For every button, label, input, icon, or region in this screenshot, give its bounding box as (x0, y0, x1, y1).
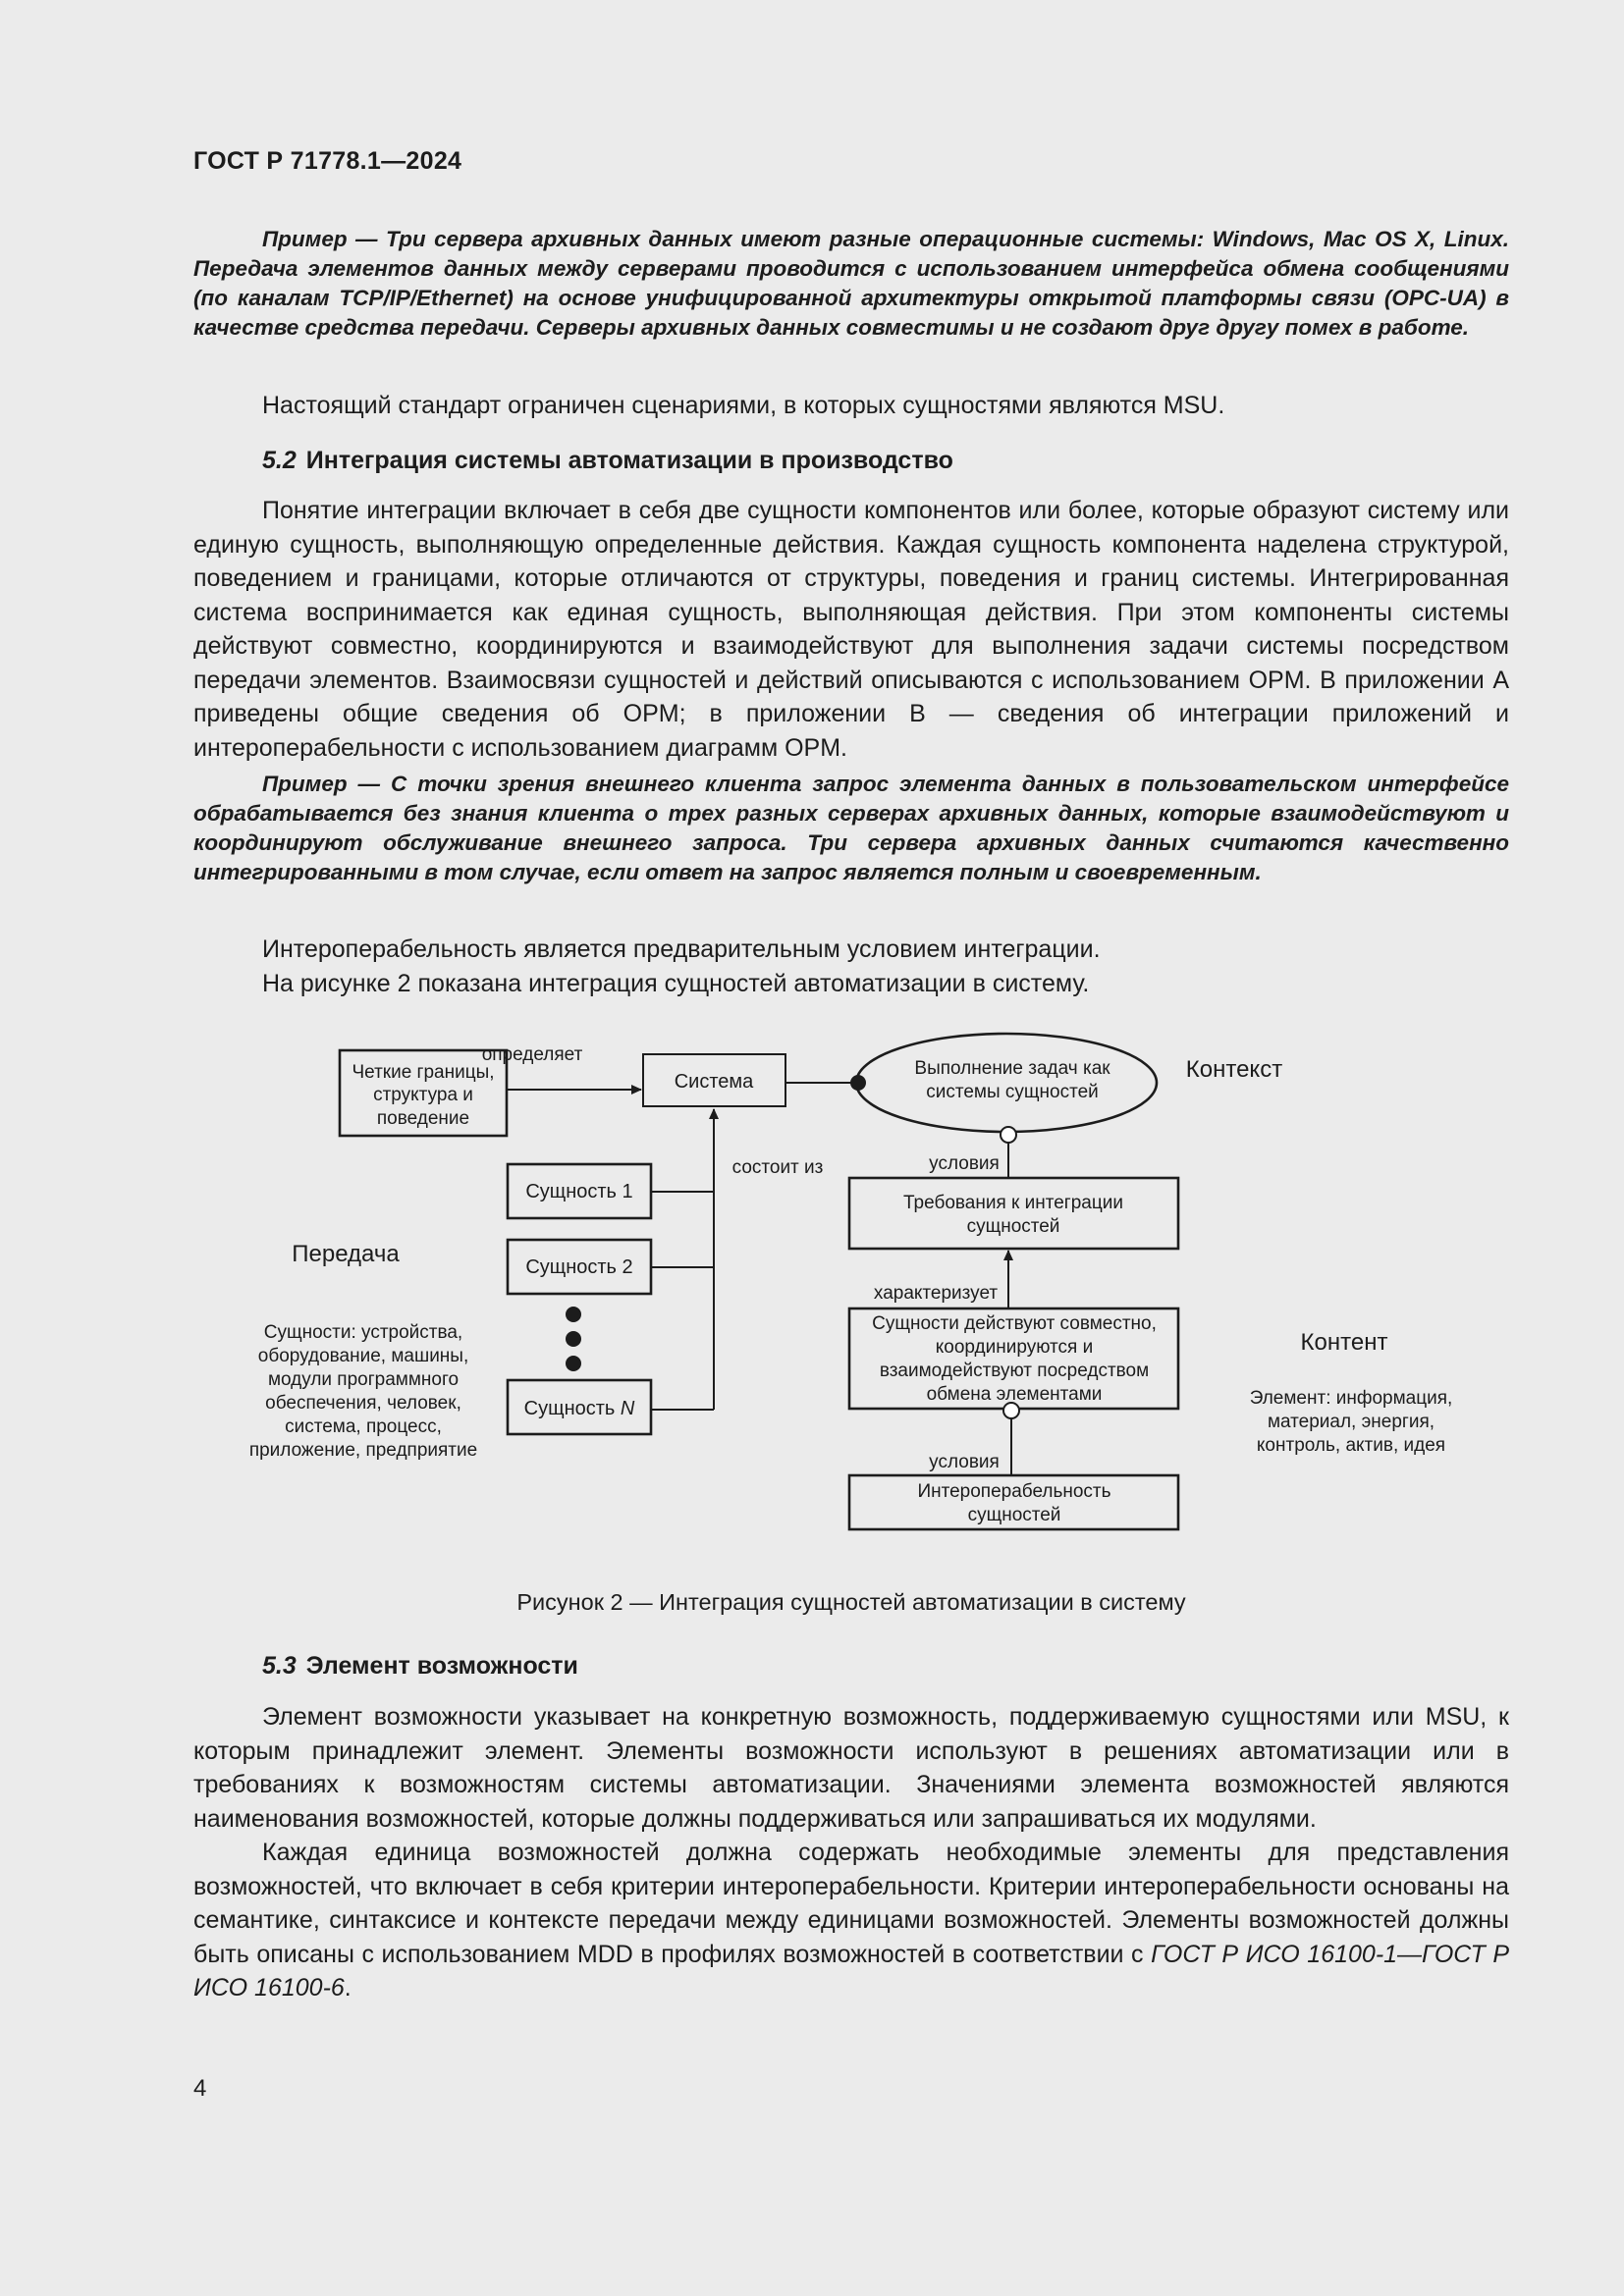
requirements-label: Требования к интеграции (903, 1193, 1123, 1213)
entities-desc: Сущности: устройства, (263, 1322, 463, 1343)
element-desc: контроль, актив, идея (1256, 1435, 1446, 1456)
entity-1-label: Сущность 1 (525, 1181, 633, 1202)
connector-circle (1003, 1403, 1019, 1418)
defines-label: определяет (481, 1044, 583, 1065)
section-heading-5-2 (262, 447, 953, 475)
page-number: 4 (193, 2075, 207, 2102)
paragraph-body: Каждая единица возможностей должна содержать необходимые элементы для представления возможностей, что включает в себя критерии интероперабельности. Критерии интероперабельности основаны на семантике, синтаксисе и контексте передачи между единицами возможностей. Элементы возможностей должны быть описаны с использованием MDD в профилях возможностей в соответствии с (193, 1839, 1509, 1968)
paragraph-text: Понятие интеграции включает в себя две сущности компонентов или более, которые образуют систему или единую сущность, выполняющую определенные действия. Каждая сущность компонента наделена структурой, поведением и границами, которые отличаются от структуры, поведения и границ системы. Интегрированная система воспринимается как единая сущность, выполняющая действия. При этом компоненты системы действуют совместно, координируются и взаимодействуют для выполнения задачи системы посредством передачи элементов. Взаимосвязи сущностей и действий описываются с использованием OPM. В приложении А приведены общие сведения об OPM; в приложении В — сведения об интеграции приложений и интероперабельности с использованием диаграмм OPM. (193, 497, 1509, 762)
requirements-label: сущностей (966, 1216, 1060, 1237)
context-label: Контекст (1185, 1056, 1283, 1083)
paragraph-interop (193, 933, 1509, 1000)
ellipsis-dot (566, 1331, 581, 1347)
ellipsis-dot (566, 1356, 581, 1371)
paragraph-text: Интероперабельность является предварительным условием интеграции. (262, 935, 1101, 963)
section-heading-5-3 (262, 1652, 578, 1681)
consists-of-label: состоит из (731, 1157, 824, 1178)
integration-diagram (226, 1031, 1502, 1541)
task-label: системы сущностей (926, 1082, 1099, 1102)
task-label: Выполнение задач как (914, 1058, 1110, 1079)
element-desc: Элемент: информация, (1249, 1388, 1453, 1409)
example-note-1 (193, 225, 1509, 343)
interop-label: сущностей (967, 1505, 1061, 1525)
section-title: Элемент возможности (305, 1652, 578, 1680)
entity-n-label (524, 1398, 635, 1419)
paragraph-end: . (344, 1974, 352, 2002)
section-number: 5.2 (262, 447, 297, 474)
document-code: ГОСТ Р 71778.1—2024 (193, 147, 462, 175)
standard-reference: ГОСТ Р ИСО 16100-1—ГОСТ Р ИСО 16100-6 (193, 1940, 1509, 2002)
system-label: Система (674, 1071, 754, 1093)
entities-desc: приложение, предприятие (248, 1440, 478, 1461)
example-text: Пример — Три сервера архивных данных имеют разные операционные системы: Windows, Mac OS X, Linux. Передача элементов данных между серверами проводится с использованием интерфейса обмена сообщениями (по каналам TCP/IP/Ethernet) на основе унифицированной архитектуры открытой платформы связи (OPC-UA) в качестве средства передачи. Серверы архивных данных совместимы и не создают друг другу помех в работе. (193, 227, 1509, 340)
connector-dot (850, 1075, 866, 1091)
action-label: Сущности действуют совместно, (872, 1313, 1157, 1334)
paragraph-text: Элемент возможности указывает на конкретную возможность, поддерживаемую сущностями или MSU, к которым принадлежит элемент. Элементы возможности используют в решениях автоматизации или в требованиях к возможностям системы автоматизации. Значениями элемента возможностей являются наименования возможностей, которые должны поддерживаться или запрашиваться их модулями. (193, 1703, 1509, 1833)
action-label: обмена элементами (926, 1384, 1103, 1405)
section-title: Интеграция системы автоматизации в производство (305, 447, 953, 474)
content-label: Контент (1300, 1329, 1388, 1356)
action-label: координируются и (935, 1337, 1094, 1358)
boundaries-label: структура и (373, 1085, 473, 1105)
paragraph-capability (193, 1700, 1509, 2005)
example-note-2 (193, 770, 1509, 887)
paragraph-text (193, 1836, 1509, 2005)
ellipsis-dot (566, 1307, 581, 1322)
conditions-label: условия (929, 1153, 1000, 1174)
entities-desc: оборудование, машины, (257, 1346, 469, 1366)
paragraph-scope (193, 389, 1509, 423)
paragraph-text: На рисунке 2 показана интеграция сущностей автоматизации в систему. (262, 969, 1090, 997)
entity-2-label: Сущность 2 (525, 1256, 633, 1278)
element-desc: материал, энергия, (1267, 1412, 1435, 1432)
conditions-label: условия (929, 1452, 1000, 1472)
entities-desc: обеспечения, человек, (265, 1393, 461, 1414)
interop-label: Интероперабельность (917, 1481, 1111, 1502)
boundaries-label: поведение (376, 1108, 470, 1129)
figure-caption: Рисунок 2 — Интеграция сущностей автоматизации в систему (516, 1589, 1186, 1615)
paragraph-text: Настоящий стандарт ограничен сценариями, в которых сущностями являются MSU. (262, 392, 1225, 419)
section-number: 5.3 (262, 1652, 297, 1680)
entities-desc: модули программного (267, 1369, 460, 1390)
characterizes-label: характеризует (873, 1283, 999, 1304)
boundaries-label: Четкие границы, (352, 1062, 495, 1083)
entities-desc: система, процесс, (285, 1416, 442, 1437)
example-text: Пример — С точки зрения внешнего клиента запрос элемента данных в пользовательском интерфейсе обрабатывается без знания клиента о трех разных серверах архивных данных, которые взаимодействуют и координируют обслуживание внешнего запроса. Три сервера архивных данных считаются качественно интегрированными в том случае, если ответ на запрос является полным и своевременным. (193, 772, 1509, 884)
entity-n-prefix: Сущность (523, 1398, 621, 1419)
action-label: взаимодействуют посредством (879, 1361, 1150, 1381)
paragraph-integration (193, 494, 1509, 765)
connector-circle (1001, 1127, 1016, 1143)
entity-n-variable: N (620, 1398, 635, 1419)
transfer-label: Передача (292, 1241, 400, 1267)
